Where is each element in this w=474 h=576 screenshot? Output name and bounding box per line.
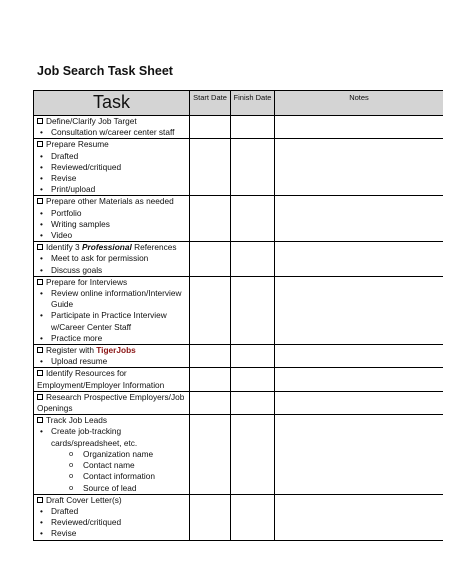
task-subitem: • Portfolio — [37, 208, 187, 219]
task-subitem: • Discuss goals — [37, 265, 187, 276]
task-subitem: • Upload resume — [37, 356, 187, 367]
start-date-cell — [190, 391, 231, 414]
task-cell — [34, 139, 190, 196]
header-row — [34, 91, 444, 116]
checkbox-icon[interactable] — [37, 370, 43, 376]
checkbox-icon[interactable] — [37, 394, 43, 400]
task-table-container — [33, 90, 443, 576]
task-sub-subitem: o Contact name — [37, 460, 187, 471]
finish-date-cell — [231, 391, 275, 414]
start-date-cell — [190, 345, 231, 368]
finish-date-cell — [231, 368, 275, 391]
notes-cell — [275, 368, 444, 391]
task-subitem: • Drafted — [37, 151, 187, 162]
task-cell — [34, 345, 190, 368]
start-date-cell — [190, 242, 231, 277]
checkbox-icon[interactable] — [37, 198, 43, 204]
task-heading: Draft Cover Letter(s) — [37, 495, 187, 506]
checkbox-icon[interactable] — [37, 279, 43, 285]
task-cell — [34, 391, 190, 414]
checkbox-icon[interactable] — [37, 141, 43, 147]
notes-cell — [275, 116, 444, 139]
task-heading: Identify Resources for Employment/Employer Information — [37, 368, 165, 390]
start-date-cell — [190, 368, 231, 391]
finish-date-cell — [231, 345, 275, 368]
finish-date-cell — [231, 139, 275, 196]
task-subitem: • Print/upload — [37, 184, 187, 195]
task-subitem: • Writing samples — [37, 219, 187, 230]
checkbox-icon[interactable] — [37, 244, 43, 250]
task-subitem: • Revise — [37, 528, 187, 539]
checkbox-icon[interactable] — [37, 417, 43, 423]
start-date-cell — [190, 196, 231, 242]
task-heading: Register with TigerJobs — [37, 345, 187, 356]
finish-date-cell — [231, 196, 275, 242]
start-date-column-header: Start Date — [190, 91, 231, 116]
table-row — [34, 196, 444, 242]
notes-column-header: Notes — [275, 91, 444, 116]
task-cell — [34, 116, 190, 139]
start-date-cell — [190, 415, 231, 494]
finish-date-cell — [231, 276, 275, 344]
task-sub-subitem: o Organization name — [37, 449, 187, 460]
checkbox-icon[interactable] — [37, 118, 43, 124]
task-heading: Research Prospective Employers/Job Openings — [37, 391, 185, 414]
notes-cell — [275, 415, 444, 494]
table-row — [34, 415, 444, 494]
start-date-cell — [190, 494, 231, 540]
notes-cell — [275, 242, 444, 277]
task-subitem: • Create job-tracking cards/spreadsheet, etc. — [37, 426, 187, 448]
notes-cell — [275, 494, 444, 540]
notes-cell — [275, 345, 444, 368]
task-heading: Track Job Leads — [37, 415, 187, 426]
task-subitem: • Meet to ask for permission — [37, 253, 187, 264]
task-subitem: • Participate in Practice Interview w/Career Center Staff — [37, 310, 187, 332]
task-heading: Prepare other Materials as needed — [37, 196, 187, 207]
table-row — [34, 391, 444, 414]
finish-date-cell — [231, 415, 275, 494]
task-subitem: • Drafted — [37, 506, 187, 517]
task-cell — [34, 368, 190, 391]
table-row — [34, 368, 444, 391]
finish-date-cell — [231, 116, 275, 139]
task-cell — [34, 242, 190, 277]
tigerjobs-brand: TigerJobs — [96, 345, 136, 356]
table-row — [34, 494, 444, 540]
finish-date-cell — [231, 494, 275, 540]
start-date-cell — [190, 116, 231, 139]
task-cell — [34, 276, 190, 344]
task-cell — [34, 196, 190, 242]
task-subitem: • Reviewed/critiqued — [37, 162, 187, 173]
task-sub-subitem: o Source of lead — [37, 483, 187, 494]
task-heading: Define/Clarify Job Target — [37, 116, 187, 127]
sheet-title: Job Search Task Sheet — [37, 64, 173, 78]
table-row — [34, 276, 444, 344]
notes-cell — [275, 276, 444, 344]
task-subitem: • Consultation w/career center staff — [37, 127, 187, 138]
checkbox-icon[interactable] — [37, 497, 43, 503]
start-date-cell — [190, 139, 231, 196]
table-row — [34, 116, 444, 139]
task-subitem: • Revise — [37, 173, 187, 184]
start-date-cell — [190, 276, 231, 344]
finish-date-column-header: Finish Date — [231, 91, 275, 116]
task-heading: Prepare for Interviews — [37, 277, 187, 288]
task-subitem: • Reviewed/critiqued — [37, 517, 187, 528]
task-cell — [34, 494, 190, 540]
notes-cell — [275, 391, 444, 414]
table-row — [34, 345, 444, 368]
task-heading: Identify 3 Professional References — [37, 242, 187, 253]
finish-date-cell — [231, 242, 275, 277]
table-row — [34, 242, 444, 277]
notes-cell — [275, 196, 444, 242]
checkbox-icon[interactable] — [37, 347, 43, 353]
task-column-header: Task — [34, 91, 190, 116]
task-table — [33, 90, 443, 541]
task-subitem: • Video — [37, 230, 187, 241]
task-sub-subitem: o Contact information — [37, 471, 187, 482]
task-cell — [34, 415, 190, 494]
notes-cell — [275, 139, 444, 196]
task-heading: Prepare Resume — [37, 139, 187, 150]
task-subitem: • Review online information/Interview Guide — [37, 288, 187, 310]
table-row — [34, 139, 444, 196]
task-subitem: • Practice more — [37, 333, 187, 344]
